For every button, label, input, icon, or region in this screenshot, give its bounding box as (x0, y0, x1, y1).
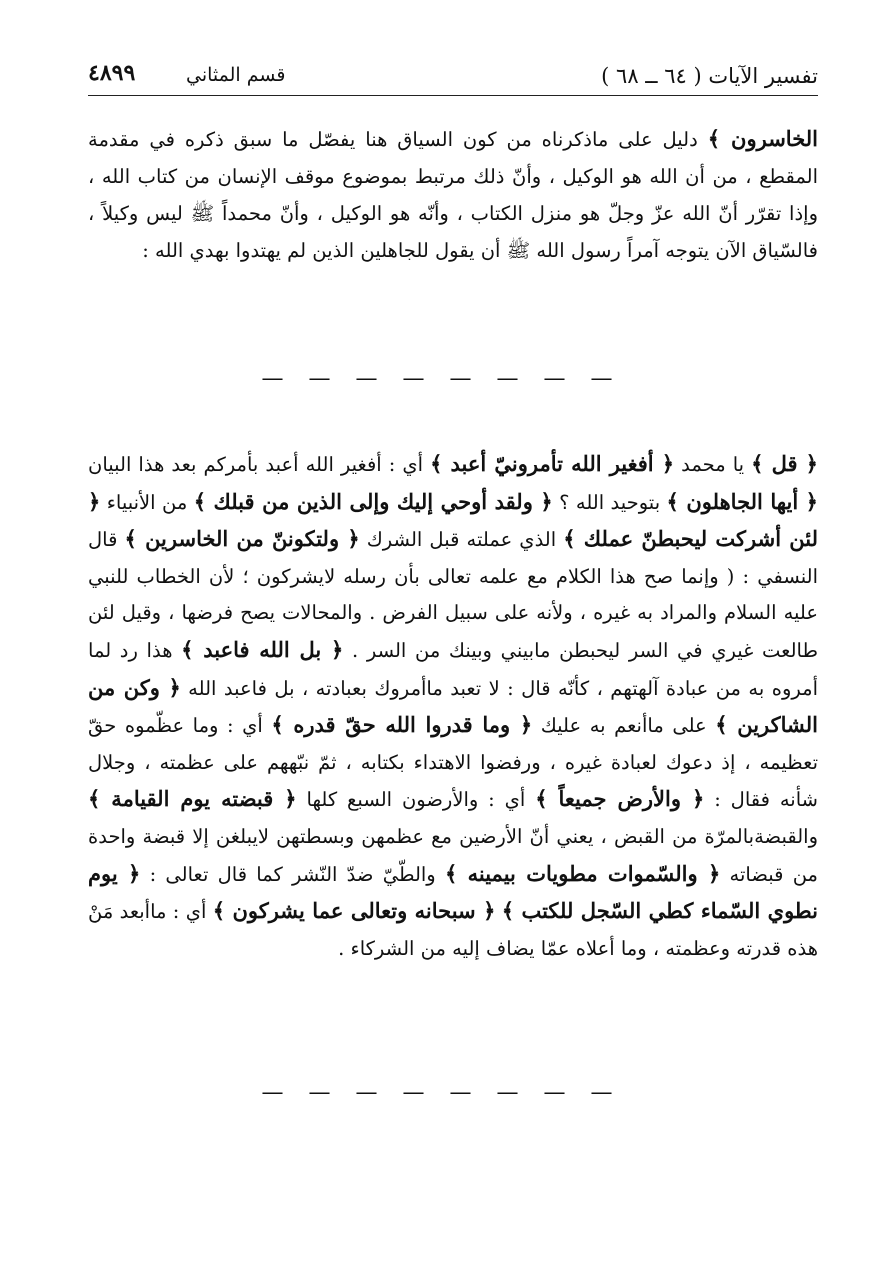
commentary-text: أي : وما عظّموه حقّ تعظيمه ، إذ دعوك لعبادة غيره ، ورفضوا الاهتداء بكتابه ، ثمّ نبّههم على عظمته ، وجلال شأنه فقال : (88, 714, 819, 812)
quran-quote: ﴿ والسّموات مطويات بيمينه ﴾ (444, 860, 721, 886)
quran-quote: ﴿ ولتكوننّ من الخاسرين ﴾ (124, 526, 360, 552)
quran-quote: ﴿ والأرض جميعاً ﴾ (535, 786, 705, 812)
quran-quote: ﴿ وكن من الشاكرين ﴾ (88, 674, 819, 738)
commentary-text: دليل على ماذكرناه من كون السياق هنا يفصّل ما سبق ذكره في مقدمة المقطع ، من أن الله هو الوكيل ، وأنّ ذلك مرتبط بموضوع موقف الإنسان من كتاب الله ، وإذا تقرّر أنّ الله عزّ وجلّ هو منزل الكتاب ، وأنّه هو الوكيل ، وأنّ محمداً ﷺ ليس وكيلاً ، فالسّياق الآن يتوجه آمراً رسول الله ﷺ أن يقول للجاهلين الذين لم يهتدوا بهدي الله : (88, 128, 818, 262)
quran-quote: ﴿ قبضته يوم القيامة ﴾ (88, 786, 297, 812)
commentary-text: قال النسفي : ( وإنما صح هذا الكلام مع علمه تعالى بأن رسله لايشركون ؛ لأن الخطاب للنبي عليه السلام والمراد به غيره ، ولأنه على سبيل الفرض . والمحالات يصح فرضها ، وقيل لئن طالعت غيري في السر ليحبطن مابيني وبينك من السر . (88, 528, 818, 662)
commentary-text: أي : والأرضون السبع كلها (296, 788, 536, 812)
quran-quote: ﴿ أفغير الله تأمرونيّ أعبد ﴾ (430, 451, 675, 476)
quran-quote: ﴿ بل الله فاعبد ﴾ (181, 636, 344, 662)
commentary-text: على ماأنعم به عليك (532, 714, 716, 738)
quran-quote: الخاسرون ﴾ (707, 126, 818, 151)
page-number: ٤٨٩٩ (88, 60, 136, 86)
section-name: قسم المثاني (186, 64, 286, 86)
section-separator: — — — — — — — — (261, 366, 622, 391)
section-separator: — — — — — — — — (261, 1080, 622, 1105)
quran-quote: ﴿ أيها الجاهلون ﴾ (666, 488, 818, 514)
commentary-text: بتوحيد الله ؟ (552, 490, 667, 514)
commentary-text: أي : أفغير الله أعبد بأمركم بعد هذا البيان (88, 453, 431, 476)
paragraph-text (88, 120, 818, 269)
quran-quote: ﴿ لئن أشركت ليحبطنّ عملك ﴾ (88, 488, 818, 552)
commentary-text: يا محمد (674, 453, 752, 476)
running-title: تفسير الآيات ( ٦٤ ــ ٦٨ ) (601, 64, 818, 88)
quran-quote: ﴿ ولقد أوحي إليك وإلى الذين من قبلك ﴾ (193, 488, 553, 514)
quran-quote: ﴿ سبحانه وتعالى عما يشركون ﴾ (212, 898, 496, 924)
header-rule (88, 95, 818, 96)
quran-quote: ﴿ يوم نطوي السّماء كطي السّجل للكتب ﴾ (88, 860, 819, 924)
commentary-text: الذي عملته قبل الشرك (359, 528, 564, 552)
page-header (88, 58, 818, 96)
paragraph-text (88, 446, 818, 967)
commentary-text: والقبضةبالمرّة من القبض ، يعني أنّ الأرضين مع عظمهن وبسطتهن لايبلغن إلا قبضة واحدة من قبضاته (88, 824, 818, 886)
quran-quote: ﴿ وما قدروا الله حقّ قدره ﴾ (271, 712, 533, 738)
commentary-text: أي : ماأبعد مَنْ هذه قدرته وعظمته ، وما أعلاه عمّا يضاف إليه من الشركاء . (88, 900, 818, 960)
commentary-text: من الأنبياء (100, 490, 194, 514)
commentary-text: هذا رد لما أمروه به من عبادة آلهتهم ، كأنّه قال : لا تعبد ماأمروك بعبادته ، بل فاعبد الله (88, 638, 818, 700)
paragraph-intro (88, 120, 818, 269)
quran-quote: ﴿ قل ﴾ (751, 451, 818, 476)
paragraph-commentary (88, 446, 818, 967)
commentary-text: والطّيّ ضدّ النّشر كما قال تعالى : (140, 862, 445, 886)
